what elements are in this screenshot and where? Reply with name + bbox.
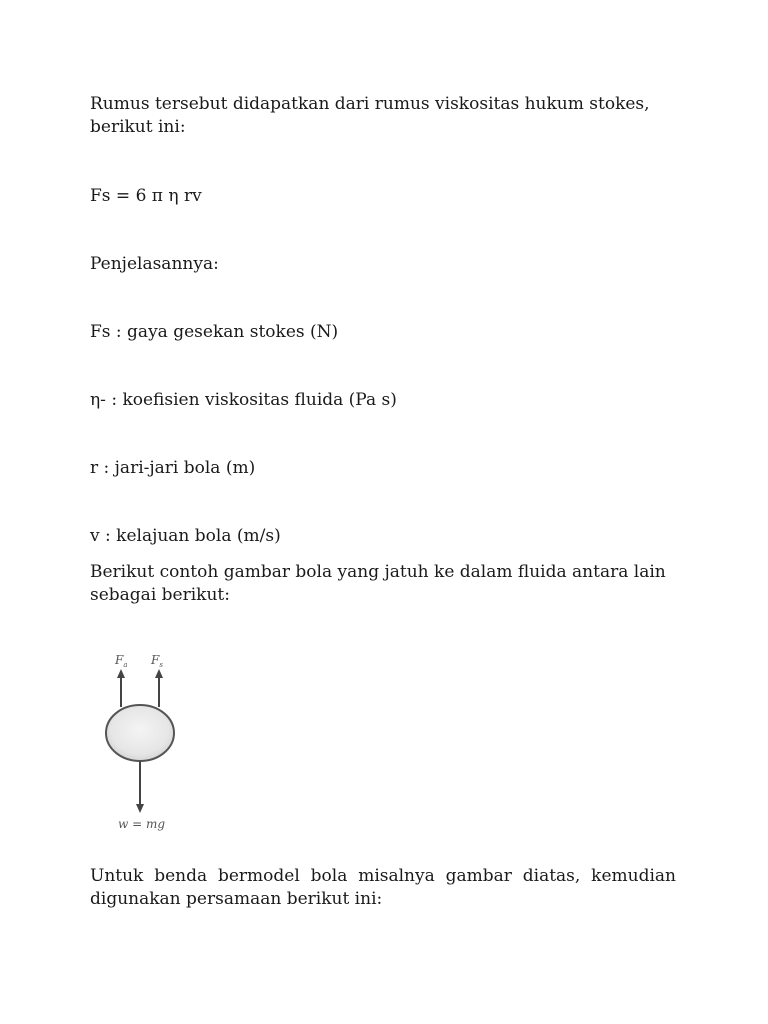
falling-ball-figure: [100, 645, 190, 835]
label-fs: $F_s$: [151, 653, 163, 669]
closing-line-1: Untuk benda bermodel bola misalnya gambar diatas, kemudian: [90, 866, 676, 886]
label-fa: $F_a$: [115, 653, 128, 669]
arrow-fa-head: [117, 669, 125, 678]
stokes-formula: Fs = 6 π η rv: [90, 186, 202, 206]
intro-line-1: Rumus tersebut didapatkan dari rumus viskositas hukum stokes,: [90, 94, 650, 114]
falling-ball-diagram: [100, 645, 190, 835]
example-line-1: Berikut contoh gambar bola yang jatuh ke dalam fluida antara lain: [90, 562, 666, 582]
intro-line-2: berikut ini:: [90, 117, 186, 137]
closing-line-2: digunakan persamaan berikut ini:: [90, 889, 383, 909]
arrow-fs-head: [155, 669, 163, 678]
definition-fs: Fs : gaya gesekan stokes (N): [90, 322, 339, 342]
explanation-heading: Penjelasannya:: [90, 254, 219, 274]
example-line-2: sebagai berikut:: [90, 585, 230, 605]
definition-eta: η- : koefisien viskositas fluida (Pa s): [90, 390, 397, 410]
definition-r: r : jari-jari bola (m): [90, 458, 256, 478]
definition-v: v : kelajuan bola (m/s): [90, 526, 281, 546]
label-weight: w = mg: [118, 817, 166, 831]
closing-paragraph: [90, 865, 676, 911]
arrow-weight-head: [136, 804, 144, 813]
ball: [106, 705, 174, 761]
